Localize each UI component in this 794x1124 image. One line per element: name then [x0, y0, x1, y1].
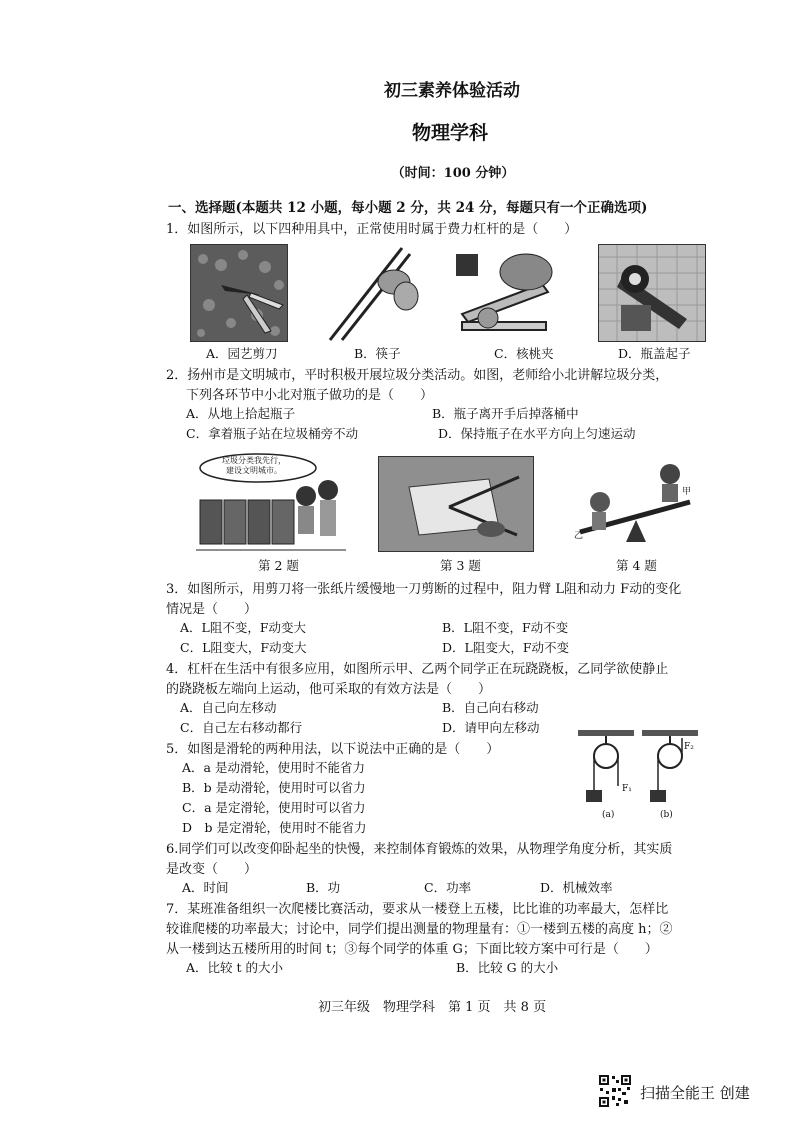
- q2-option-b: B．瓶子离开手后掉落桶中: [432, 406, 579, 421]
- q6-option-c: C．功率: [424, 880, 472, 895]
- time-limit: （时间：100 分钟）: [391, 166, 515, 181]
- pulley-label-f1: F₁: [622, 784, 632, 794]
- section-heading: 一、选择题(本题共 12 小题，每小题 2 分，共 24 分，每题只有一个正确选项): [168, 200, 648, 216]
- q4-option-a: A．自己向左移动: [180, 700, 277, 715]
- pulley-icon: [578, 730, 698, 822]
- figure-caption-q3: 第 3 题: [440, 558, 481, 573]
- garden-shears-icon: [191, 245, 287, 341]
- bottle-opener-icon: [599, 245, 705, 341]
- speech-bubble-line1: 垃圾分类我先行，: [222, 456, 286, 465]
- q3-line1: 3．如图所示，用剪刀将一张纸片缓慢地一刀剪断的过程中，阻力臂 L阻和动力 F动的变化: [166, 582, 682, 597]
- pulley-label-b: (b): [660, 810, 673, 820]
- q5-option-b: B．b 是动滑轮，使用时可以省力: [182, 780, 366, 795]
- q5-option-c: C．a 是定滑轮，使用时可以省力: [182, 800, 366, 815]
- q7-line2: 较谁爬楼的功率最大；讨论中，同学们提出测量的物理量有：①一楼到五楼的高度 h；②: [166, 922, 673, 937]
- figure-q3: [378, 456, 534, 552]
- bottle-opener-image: [598, 244, 706, 342]
- q3-option-c: C．L阻变大，F动变大: [180, 640, 307, 655]
- nutcracker-image: [452, 244, 560, 338]
- q5-option-a: A．a 是动滑轮，使用时不能省力: [182, 760, 365, 775]
- q2-line1: 2．扬州市是文明城市，平时积极开展垃圾分类活动。如图，老师给小北讲解垃圾分类，: [166, 368, 669, 383]
- scissors-cutting-icon: [379, 457, 533, 551]
- q7-line1: 7．某班准备组织一次爬楼比赛活动，要求从一楼登上五楼，比比谁的功率最大，怎样比: [166, 902, 669, 917]
- q3-option-d: D．L阻变大，F动不变: [442, 640, 569, 655]
- figure-q4: [570, 454, 704, 552]
- subject-title: 物理学科: [411, 122, 488, 144]
- q7-line3: 从一楼到达五楼所用的时间 t；③每个同学的体重 G；下面比较方案中可行是（ ）: [166, 942, 658, 957]
- figure-caption-q4: 第 4 题: [616, 558, 657, 573]
- q3-option-a: A．L阻不变，F动变大: [180, 620, 307, 635]
- seesaw-icon: [570, 454, 704, 552]
- q6-line1: 6.同学们可以改变仰卧起坐的快慢，来控制体育锻炼的效果，从物理学角度分析，其实质: [166, 842, 673, 857]
- q1-caption-b: B．筷子: [354, 346, 401, 361]
- chopsticks-icon: [322, 240, 420, 342]
- q2-option-d: D．保持瓶子在水平方向上匀速运动: [438, 426, 636, 441]
- exam-title: 初三素养体验活动: [384, 81, 520, 101]
- q6-option-d: D．机械效率: [540, 880, 613, 895]
- q4-line2: 的跷跷板左端向上运动，他可采取的有效方法是（ ）: [166, 682, 492, 697]
- qr-code-icon: [598, 1074, 632, 1108]
- q5-stem: 5．如图是滑轮的两种用法，以下说法中正确的是（ ）: [166, 742, 500, 757]
- q6-line2: 是改变（ ）: [166, 862, 258, 877]
- speech-bubble-line2: 建设文明城市。: [226, 466, 282, 475]
- seesaw-label-jia: 甲: [682, 487, 692, 497]
- pulley-label-f2: F₂: [684, 742, 694, 752]
- q1-caption-d: D．瓶盖起子: [618, 346, 691, 361]
- page-footer: 初三年级 物理学科 第 1 页 共 8 页: [318, 1000, 547, 1015]
- q3-option-b: B．L阻不变，F动不变: [442, 620, 569, 635]
- q4-option-c: C．自己左右移动都行: [180, 720, 303, 735]
- chopsticks-image: [322, 240, 420, 342]
- q3-line2: 情况是（ ）: [166, 602, 258, 617]
- seesaw-label-yi: 乙: [574, 531, 584, 541]
- q4-option-b: B．自己向右移动: [442, 700, 539, 715]
- pulley-figure: [578, 730, 698, 822]
- q6-option-b: B．功: [306, 880, 341, 895]
- q7-option-a: A．比较 t 的大小: [186, 960, 283, 975]
- q4-line1: 4．杠杆在生活中有很多应用，如图所示甲、乙两个同学正在玩跷跷板，乙同学欲使静止: [166, 662, 669, 677]
- nutcracker-icon: [452, 244, 560, 338]
- figure-caption-q2: 第 2 题: [258, 558, 299, 573]
- q1-stem: 1．如图所示，以下四种用具中，正常使用时属于费力杠杆的是（ ）: [166, 222, 578, 237]
- scanner-watermark: 扫描全能王 创建: [640, 1084, 750, 1102]
- q4-option-d: D．请甲向左移动: [442, 720, 540, 735]
- q6-option-a: A．时间: [182, 880, 229, 895]
- q1-caption-a: A．园艺剪刀: [206, 346, 278, 361]
- garden-shears-image: [190, 244, 288, 342]
- q7-option-b: B．比较 G 的大小: [456, 960, 559, 975]
- pulley-label-a: (a): [602, 810, 615, 820]
- q2-option-a: A．从地上拾起瓶子: [186, 406, 296, 421]
- q1-caption-c: C．核桃夹: [494, 346, 554, 361]
- q5-option-d: D b 是定滑轮，使用时不能省力: [182, 820, 367, 835]
- q2-line2: 下列各环节中小北对瓶子做功的是（ ）: [186, 388, 434, 403]
- q2-option-c: C．拿着瓶子站在垃圾桶旁不动: [186, 426, 359, 441]
